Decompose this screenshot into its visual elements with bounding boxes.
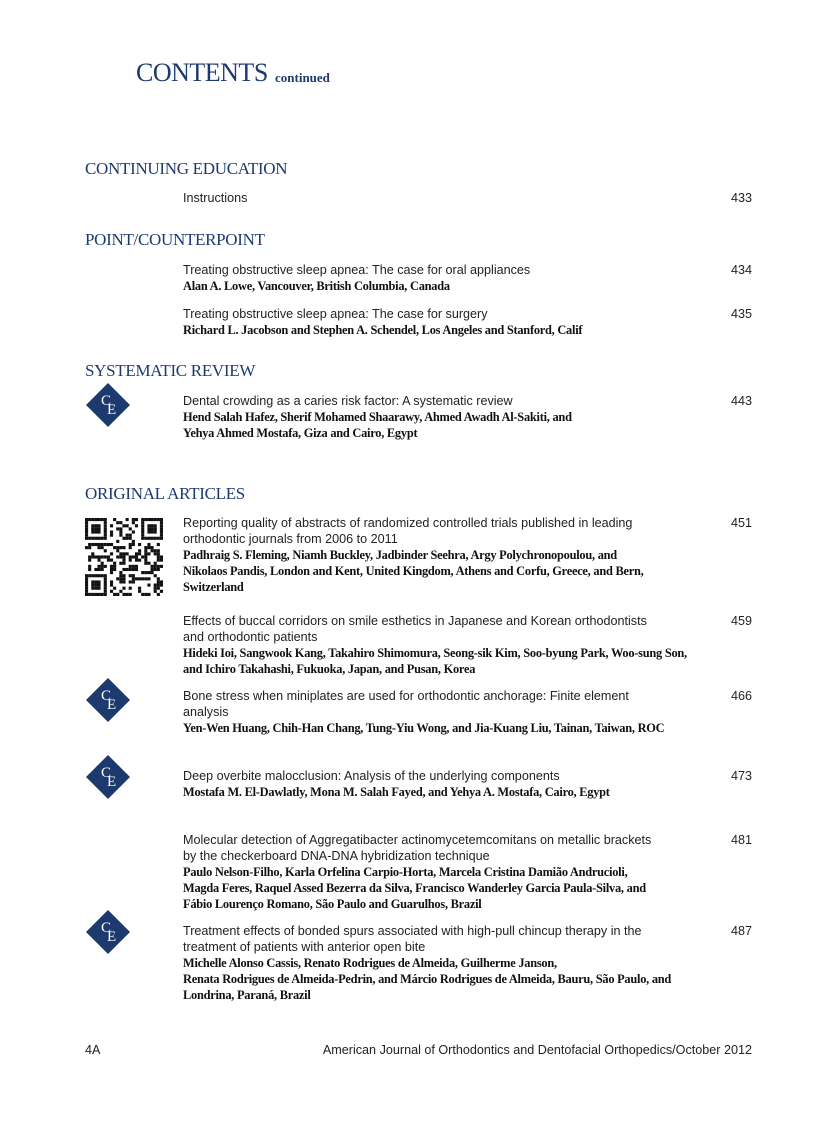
page-number: 443 xyxy=(730,394,752,408)
page-number: 487 xyxy=(730,924,752,938)
entry-title[interactable]: Effects of buccal corridors on smile esthetics in Japanese and Korean orthodontists xyxy=(183,614,647,628)
entry-authors: Richard L. Jacobson and Stephen A. Schendel, Los Angeles and Stanford, Calif xyxy=(183,323,583,337)
svg-text:E: E xyxy=(107,774,117,790)
page-number: 434 xyxy=(730,263,752,277)
entry-authors: Magda Feres, Raquel Assed Bezerra da Silva, Francisco Wanderley Garcia Paula-Silva, and xyxy=(183,881,646,895)
page-subtitle: continued xyxy=(275,70,330,85)
toc-entry[interactable] xyxy=(183,306,713,338)
section-heading-point-counterpoint: POINT/COUNTERPOINT xyxy=(85,230,265,249)
entry-title[interactable]: Molecular detection of Aggregatibacter actinomycetemcomitans on metallic brackets xyxy=(183,833,652,847)
entry-authors: Yehya Ahmed Mostafa, Giza and Cairo, Egypt xyxy=(183,426,418,440)
page-number: 435 xyxy=(730,307,752,321)
entry-title[interactable]: and orthodontic patients xyxy=(183,630,318,644)
entry-authors: Paulo Nelson-Filho, Karla Orfelina Carpio-Horta, Marcela Cristina Damião Andrucioli, xyxy=(183,865,628,879)
ce-badge-icon xyxy=(86,755,130,799)
entry-authors: Mostafa M. El-Dawlatly, Mona M. Salah Fayed, and Yehya A. Mostafa, Cairo, Egypt xyxy=(183,785,610,799)
toc-entry[interactable] xyxy=(183,190,713,206)
entry-authors: Michelle Alonso Cassis, Renato Rodrigues de Almeida, Guilherme Janson, xyxy=(183,956,557,970)
entry-title[interactable]: Reporting quality of abstracts of randomized controlled trials published in leading xyxy=(183,516,633,530)
entry-authors: Hend Salah Hafez, Sherif Mohamed Shaarawy, Ahmed Awadh Al-Sakiti, and xyxy=(183,410,572,424)
entry-title[interactable]: analysis xyxy=(183,705,229,719)
entry-title[interactable]: treatment of patients with anterior open bite xyxy=(183,940,426,954)
toc-entry[interactable] xyxy=(183,768,713,800)
page-number: 451 xyxy=(730,516,752,530)
toc-entry[interactable] xyxy=(183,515,713,595)
entry-authors: Yen-Wen Huang, Chih-Han Chang, Tung-Yiu Wong, and Jia-Kuang Liu, Tainan, Taiwan, ROC xyxy=(183,721,665,735)
section-heading-continuing-education: CONTINUING EDUCATION xyxy=(85,159,288,178)
section-heading-original-articles: ORIGINAL ARTICLES xyxy=(85,484,245,503)
page-number: 481 xyxy=(730,833,752,847)
svg-text:C: C xyxy=(101,393,112,409)
toc-entry[interactable] xyxy=(183,923,713,1003)
qr-code-icon[interactable] xyxy=(85,517,163,597)
entry-title[interactable]: Treating obstructive sleep apnea: The case for surgery xyxy=(183,307,488,321)
toc-entry[interactable] xyxy=(183,688,713,736)
entry-authors: Hideki Ioi, Sangwook Kang, Takahiro Shimomura, Seong-sik Kim, Soo-byung Park, Woo-sung Son, xyxy=(183,646,687,660)
svg-text:E: E xyxy=(107,697,117,713)
toc-entry[interactable] xyxy=(183,262,713,294)
entry-authors: Padhraig S. Fleming, Niamh Buckley, Jadbinder Seehra, Argy Polychronopoulou, and xyxy=(183,548,617,562)
footer-journal: American Journal of Orthodontics and Dentofacial Orthopedics/October 2012 xyxy=(322,1043,752,1057)
entry-title[interactable]: Deep overbite malocclusion: Analysis of the underlying components xyxy=(183,769,560,783)
entry-authors: Nikolaos Pandis, London and Kent, United Kingdom, Athens and Corfu, Greece, and Bern, xyxy=(183,564,644,578)
entry-title[interactable]: orthodontic journals from 2006 to 2011 xyxy=(183,532,398,546)
svg-text:E: E xyxy=(107,402,117,418)
ce-badge-icon xyxy=(86,383,130,427)
page-title: CONTENTS xyxy=(136,58,268,87)
ce-badge-icon xyxy=(86,678,130,722)
entry-title[interactable]: Dental crowding as a caries risk factor: A systematic review xyxy=(183,394,513,408)
entry-authors: and Ichiro Takahashi, Fukuoka, Japan, and Pusan, Korea xyxy=(183,662,476,676)
entry-title[interactable]: Treating obstructive sleep apnea: The case for oral appliances xyxy=(183,263,531,277)
page-number: 473 xyxy=(730,769,752,783)
entry-authors: Fábio Lourenço Romano, São Paulo and Guarulhos, Brazil xyxy=(183,897,482,911)
entry-title[interactable]: Instructions xyxy=(183,191,248,205)
page-number: 466 xyxy=(730,689,752,703)
page-number: 433 xyxy=(730,191,752,205)
svg-text:C: C xyxy=(101,688,112,704)
toc-entry[interactable] xyxy=(183,832,713,912)
section-heading-systematic-review: SYSTEMATIC REVIEW xyxy=(85,361,256,380)
entry-authors: Alan A. Lowe, Vancouver, British Columbia, Canada xyxy=(183,279,450,293)
entry-authors: Londrina, Paraná, Brazil xyxy=(183,988,311,1002)
svg-text:C: C xyxy=(101,765,112,781)
page-number: 459 xyxy=(730,614,752,628)
svg-text:E: E xyxy=(107,929,117,945)
entry-title[interactable]: Treatment effects of bonded spurs associated with high-pull chincup therapy in the xyxy=(183,924,642,938)
entry-authors: Switzerland xyxy=(183,580,244,594)
svg-text:C: C xyxy=(101,920,112,936)
entry-title[interactable]: by the checkerboard DNA-DNA hybridization technique xyxy=(183,849,490,863)
toc-entry[interactable] xyxy=(183,613,713,677)
footer-page-number: 4A xyxy=(85,1043,101,1057)
ce-badge-icon xyxy=(86,910,130,954)
toc-entry[interactable] xyxy=(183,393,713,441)
entry-authors: Renata Rodrigues de Almeida-Pedrin, and Márcio Rodrigues de Almeida, Bauru, São Paulo, and xyxy=(183,972,672,986)
entry-title[interactable]: Bone stress when miniplates are used for orthodontic anchorage: Finite element xyxy=(183,689,629,703)
